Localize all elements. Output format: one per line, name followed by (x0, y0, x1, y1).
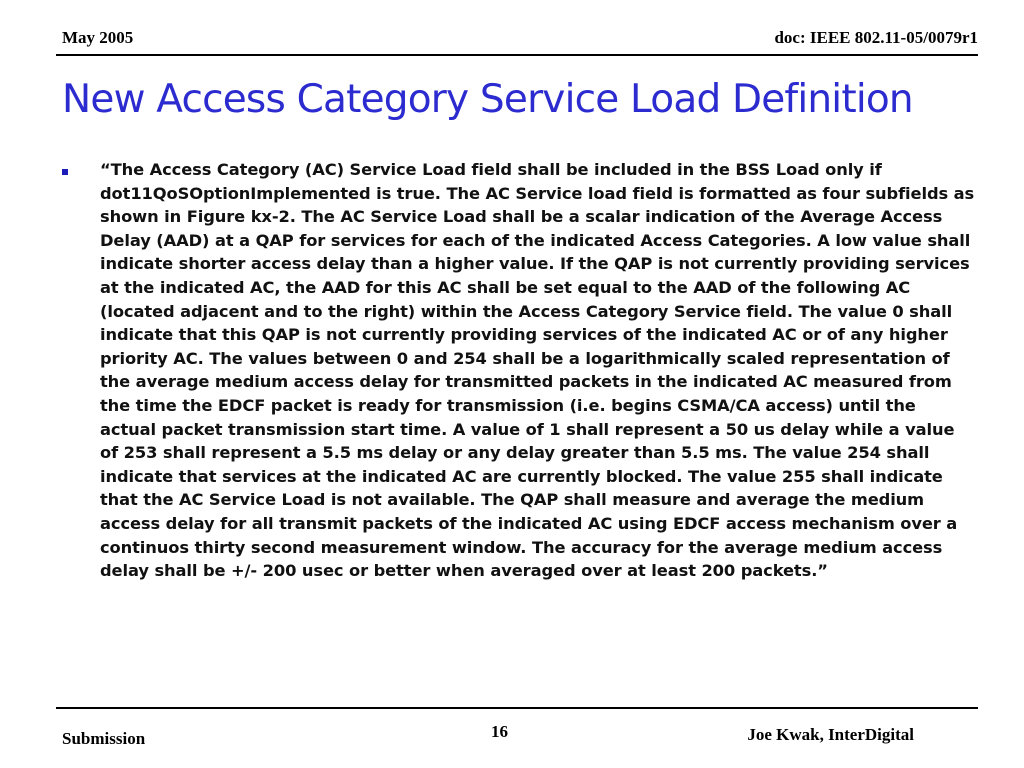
header-doc-id: doc: IEEE 802.11-05/0079r1 (774, 28, 978, 47)
bullet-text: “The Access Category (AC) Service Load field shall be included in the BSS Load only if dot11QoSOptionImplemented is true. The AC Service load field is formatted as four subfields as shown in Figure kx-2. The AC Service Load shall be a scalar indication of the Average Access Delay (AAD) at a QAP for services for each of the indicated Access Categories. A low value shall indicate shorter access delay than a higher value. If the QAP is not currently providing services at the indicated AC, the AAD for this AC shall be set equal to the AAD of the following AC (located adjacent and to the right) within the Access Category Service field. The value 0 shall indicate that this QAP is not currently providing services of the indicated AC or of any higher priority AC. The values between 0 and 254 shall be a logarithmically scaled representation of the average medium access delay for transmitted packets in the indicated AC measured from the time the EDCF packet is ready for transmission (i.e. begins CSMA/CA access) until the actual packet transmission start time. A value of 1 shall represent a 50 us delay while a value of 253 shall represent a 5.5 ms delay or any delay greater than 5.5 ms. The value 254 shall indicate that services at the indicated AC are currently blocked. The value 255 shall indicate that the AC Service Load is not available. The QAP shall measure and average the medium access delay for all transmit packets of the indicated AC using EDCF access mechanism over a continuos thirty second measurement window. The accuracy for the average medium access delay shall be +/- 200 usec or better when averaged over at least 200 packets.” (100, 160, 975, 581)
header-date: May 2005 (62, 28, 134, 47)
footer-author: Joe Kwak, InterDigital (747, 725, 914, 744)
slide-title: New Access Category Service Load Definition (62, 77, 913, 122)
page-number: 16 (491, 722, 508, 741)
header-divider (56, 54, 978, 56)
footer-submission: Submission (62, 729, 146, 748)
bullet-square-icon (62, 169, 68, 175)
footer-divider (56, 707, 978, 709)
